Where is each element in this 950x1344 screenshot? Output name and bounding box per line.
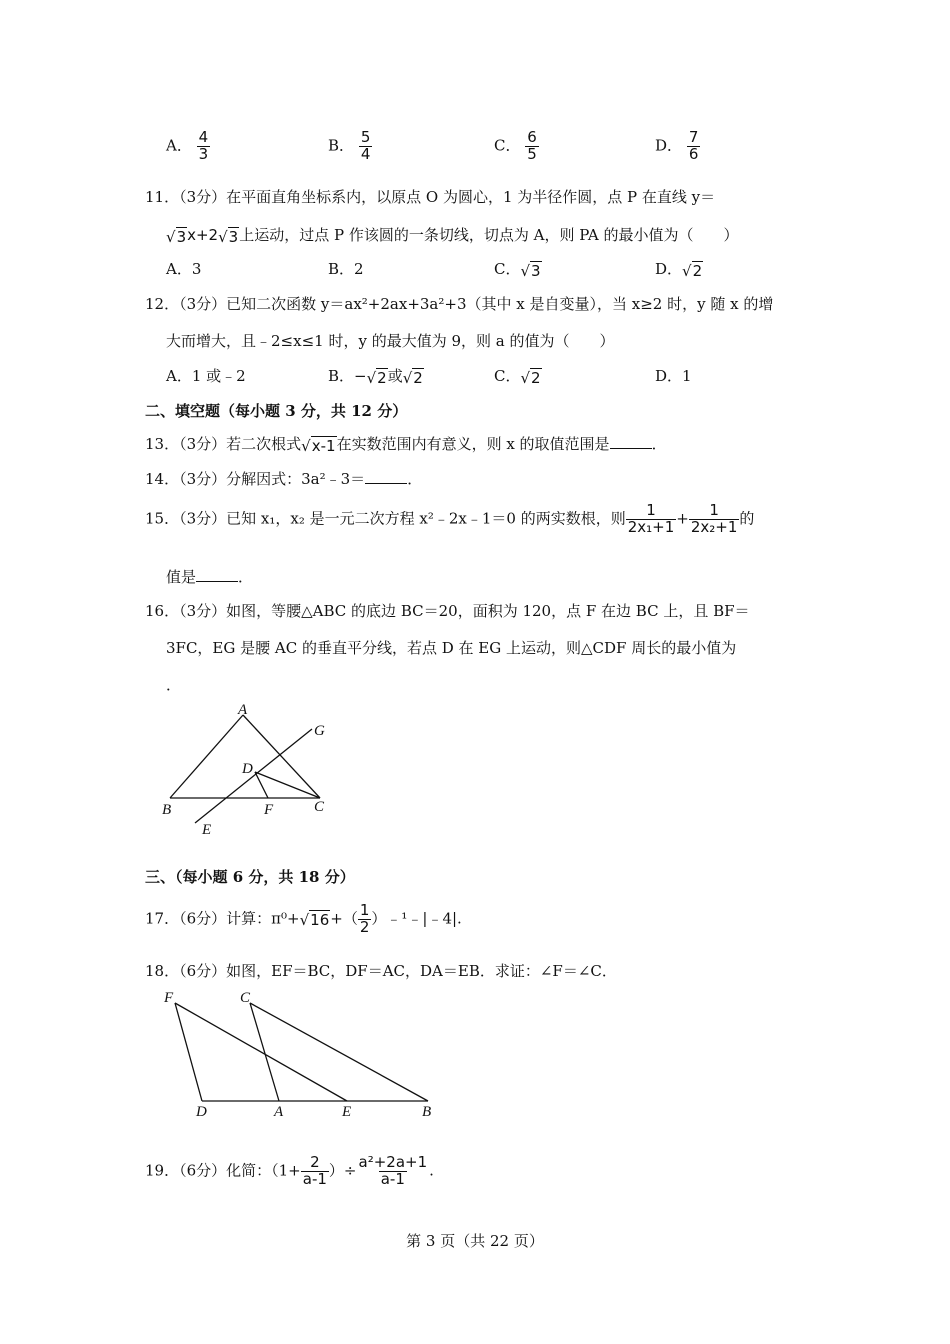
q10-option-d: D． $\frac{7}{6}$: [655, 128, 699, 163]
answer-blank: [196, 567, 238, 582]
q18: 18．（6分）如图，EF＝BC，DF＝AC，DA＝EB．求证：∠F＝∠C．: [145, 962, 617, 980]
q18-label-b: B: [422, 1104, 432, 1120]
q11-line2: √3x+2√3上运动，过点 P 作该圆的一条切线，切点为 A，则 PA 的最小值为（ ）: [166, 226, 739, 246]
q12-line1: 12．（3分）已知二次函数 y＝ax²+2ax+3a²+3（其中 x 是自变量），当 x≥2 时，y 随 x 的增: [145, 295, 774, 313]
q16-figure: [150, 695, 350, 845]
q13: 13．（3分）若二次根式√x-1在实数范围内有意义，则 x 的取值范围是 ．: [145, 435, 667, 455]
q17: 17．（6分）计算：π⁰+√16+（ $\frac{1}{2}$ ）﹣¹﹣|﹣4|.: [145, 901, 462, 936]
q12-option-d: D．1: [655, 367, 692, 385]
section-2-heading: 二、填空题（每小题 3 分，共 12 分）: [145, 402, 408, 420]
q15-line2: 值是 ．: [166, 568, 254, 586]
q12-option-c: C．√2: [494, 367, 541, 387]
q18-label-d: D: [196, 1104, 207, 1120]
q11-option-d: D．√2: [655, 260, 703, 280]
q10-a-fraction: $\frac{4}{3}$: [198, 128, 209, 163]
q11-option-a: A．3: [166, 260, 202, 278]
q18-label-e: E: [342, 1104, 352, 1120]
q16-label-a: A: [238, 702, 248, 718]
q12-option-a: A．1 或﹣2: [166, 367, 246, 385]
q11-option-b: B．2: [328, 260, 364, 278]
q11-sqrt-2: √3: [218, 227, 239, 246]
q10-option-c: C． $\frac{6}{5}$: [494, 128, 537, 163]
q10-c-fraction: $\frac{6}{5}$: [527, 128, 537, 163]
q16-line1: 16．（3分）如图，等腰△ABC 的底边 BC＝20，面积为 120，点 F 在边 BC 上，且 BF＝: [145, 602, 750, 620]
q10-option-a: A． $\frac{4}{3}$: [166, 128, 209, 163]
q10-option-b: B． $\frac{5}{4}$: [328, 128, 371, 163]
q11-sqrt-1: √3: [166, 227, 187, 246]
q16-label-b: B: [162, 802, 172, 818]
q16-label-e: E: [202, 822, 212, 838]
q12-option-b: B．−√2或√2: [328, 367, 423, 387]
q16-label-d: D: [242, 761, 253, 777]
section-3-heading: 三、（每小题 6 分，共 18 分）: [145, 868, 355, 886]
answer-blank: [610, 434, 652, 449]
q10-b-fraction: $\frac{5}{4}$: [360, 128, 371, 163]
q11-option-c: C．√3: [494, 260, 541, 280]
q14: 14．（3分）分解因式：3a²﹣3＝ ．: [145, 470, 423, 488]
q12-line2: 大而增大，且﹣2≤x≤1 时，y 的最大值为 9，则 a 的值为（ ）: [166, 332, 615, 350]
q18-label-f: F: [164, 990, 174, 1006]
q18-figure: [150, 985, 450, 1120]
q10-d-fraction: $\frac{7}{6}$: [688, 128, 699, 163]
q18-label-a: A: [274, 1104, 284, 1120]
q16-line3: ．: [166, 676, 182, 694]
q15-line1: 15．（3分）已知 x₁，x₂ 是一元二次方程 x²﹣2x﹣1＝0 的两实数根，则 $\frac{1}{\text{2x₁+1}}$ + $\frac{1}{\text{2x₂+1}}$ 的: [145, 501, 755, 536]
q16-line2: 3FC，EG 是腰 AC 的垂直平分线，若点 D 在 EG 上运动，则△CDF 周长的最小值为: [166, 639, 737, 657]
q16-label-g: G: [314, 723, 325, 739]
q16-label-f: F: [264, 802, 274, 818]
q11-line1: 11．（3分）在平面直角坐标系内，以原点 O 为圆心，1 为半径作圆，点 P 在直线 y＝: [145, 188, 716, 206]
page-footer: 第 3 页（共 22 页）: [406, 1232, 544, 1250]
q16-label-c: C: [314, 799, 325, 815]
answer-blank: [365, 469, 407, 484]
q18-label-c: C: [240, 990, 251, 1006]
q19: 19．（6分）化简：（1+ $\frac{2}{a-1}$ ）÷ $\frac{\text{a²+2a+1}}{a-1}$ .: [145, 1153, 434, 1188]
